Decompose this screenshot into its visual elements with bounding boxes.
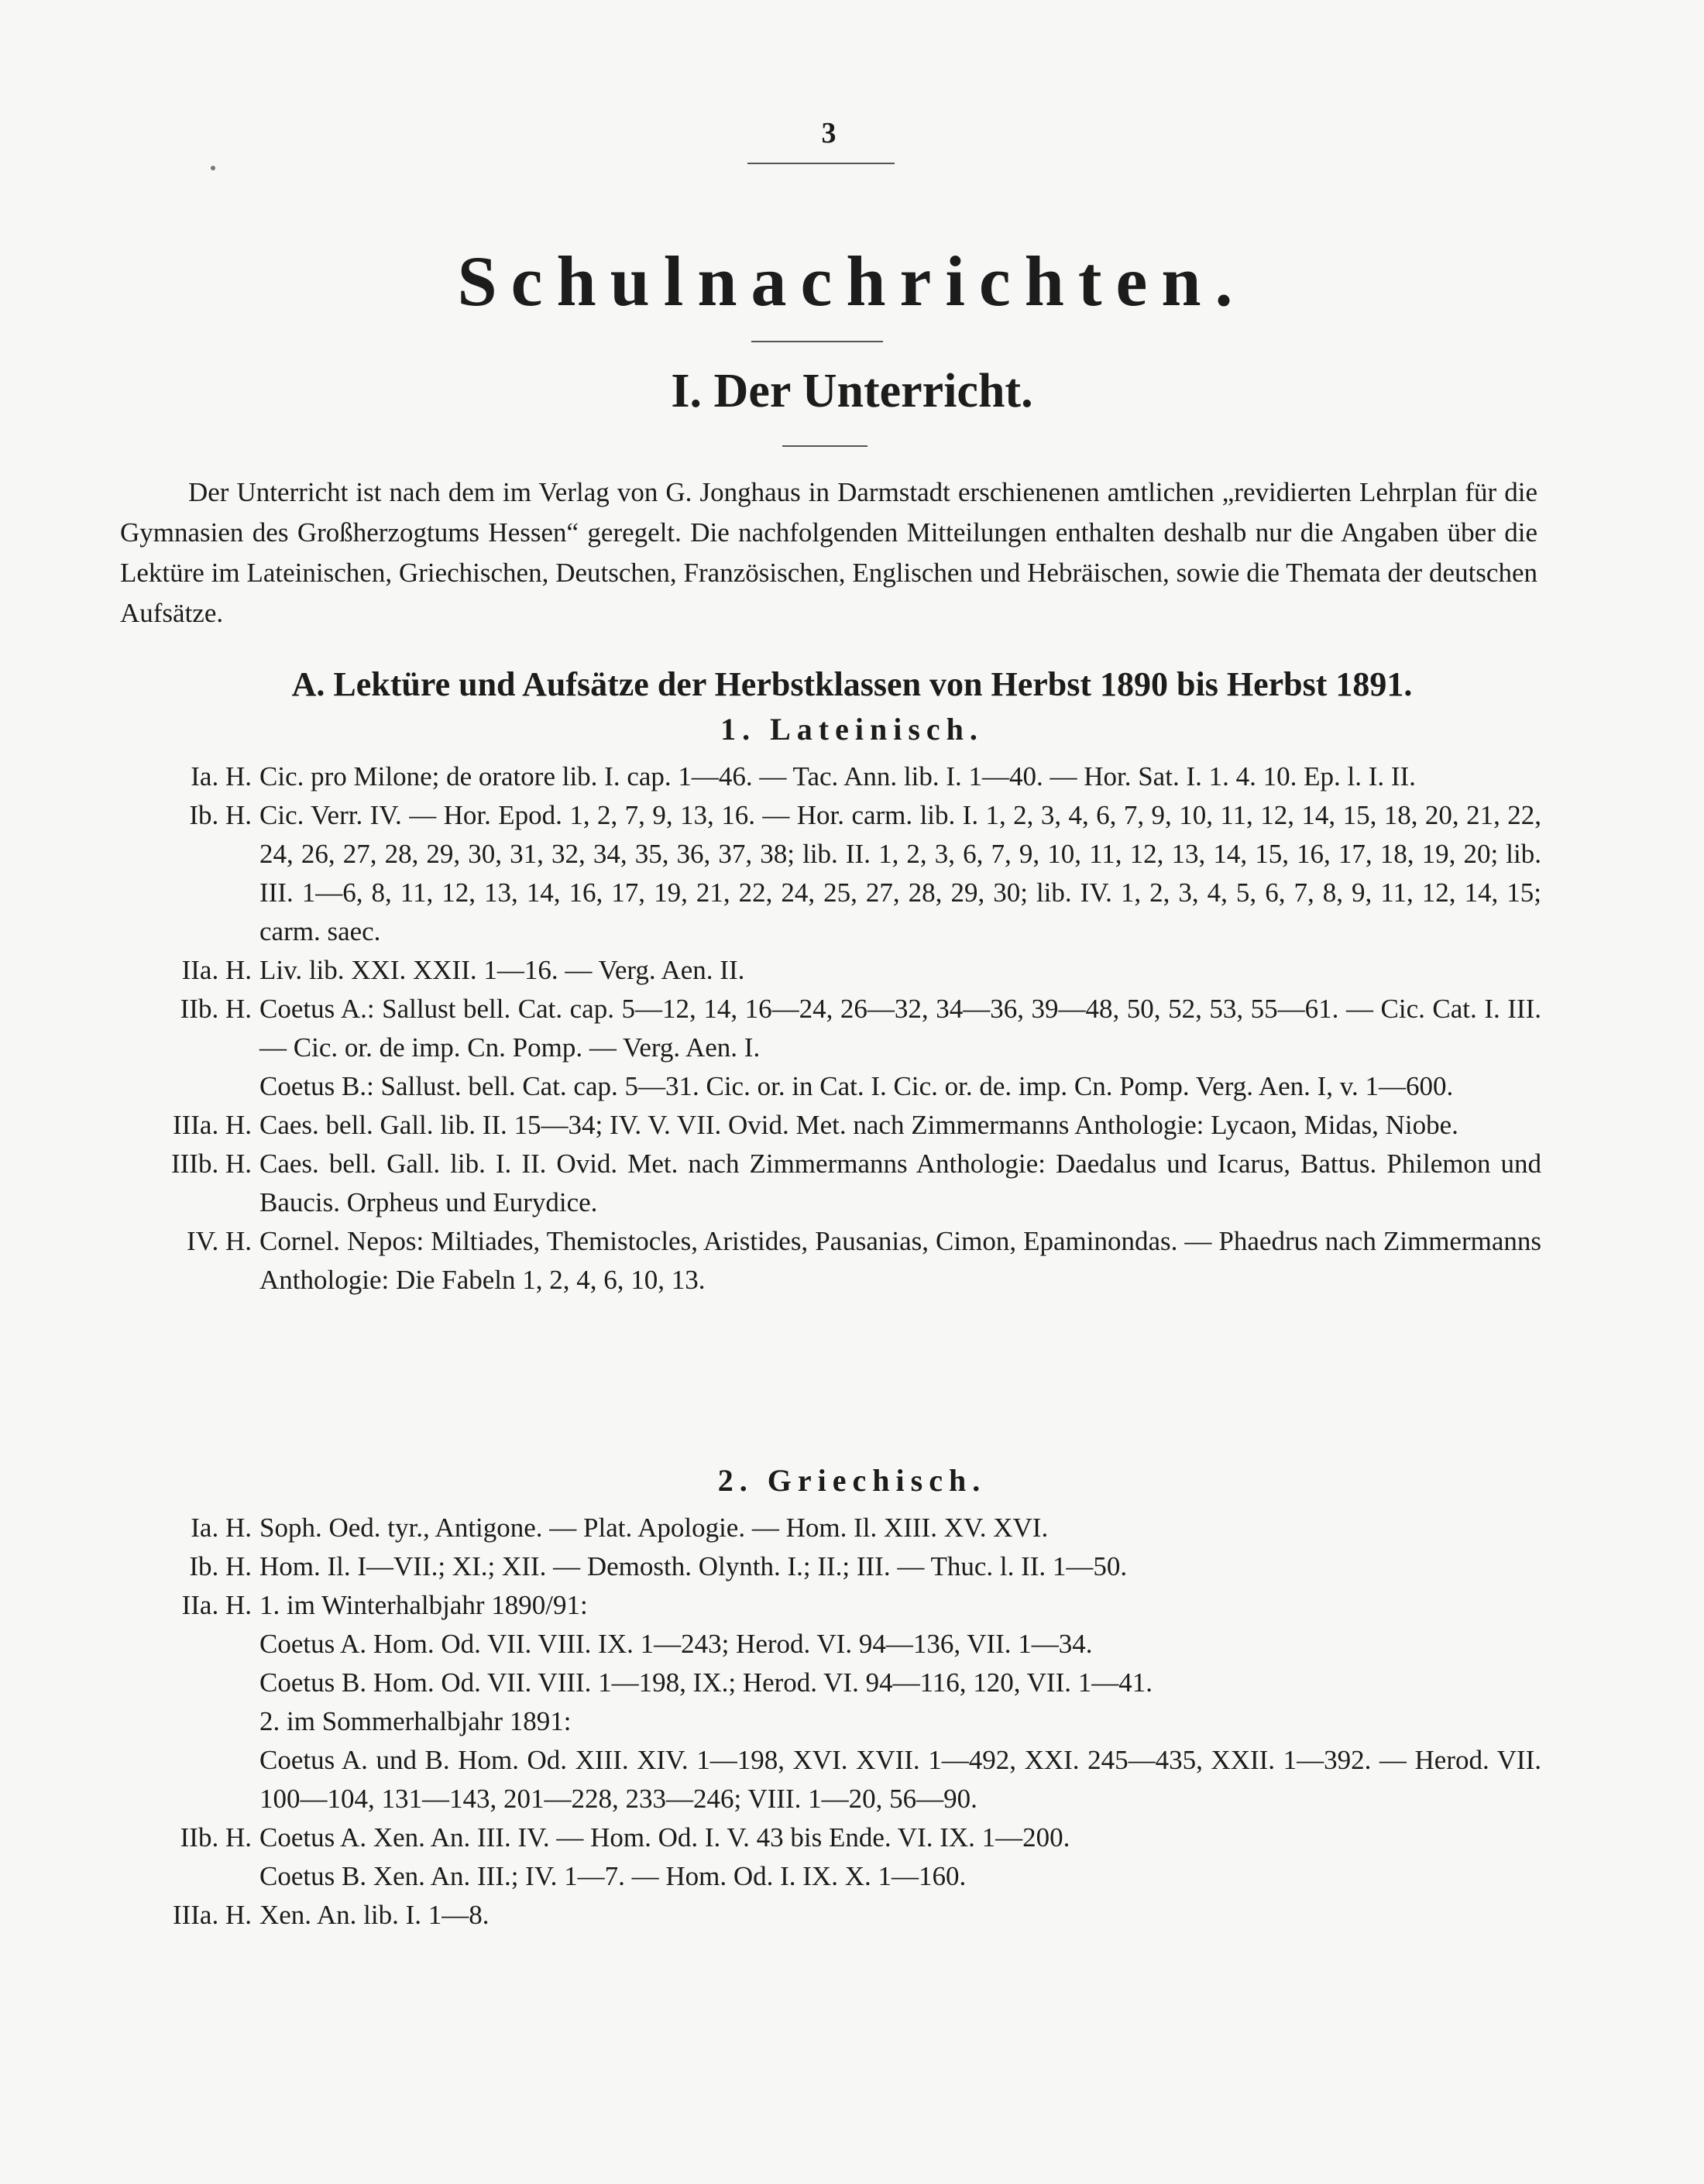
latin-list bbox=[0, 757, 1704, 1300]
greek-heading: 2. Griechisch. bbox=[717, 1463, 987, 1498]
list-item bbox=[0, 1145, 1704, 1222]
page-number: 3 bbox=[821, 117, 837, 149]
intro-paragraph bbox=[120, 472, 1537, 634]
entry-text: Coetus A. Hom. Od. VII. VIII. IX. 1—243; Herod. VI. 94—136, VII. 1—34. bbox=[259, 1629, 1093, 1659]
list-item bbox=[0, 1509, 1704, 1547]
intro-text: Der Unterricht ist nach dem im Verlag von G. Jonghaus in Darmstadt erschienenen amtlichen „revidierten Lehrplan für die Gymnasien des Großherzogtums Hessen“ geregelt. Die nachfolgenden Mitteilungen enthalten deshalb nur die Angaben über die Lektüre im Lateinischen, Griechischen, Deutschen, Französischen, Englischen und Hebräischen, sowie die Themata der deutschen Aufsätze. bbox=[120, 477, 1537, 628]
entry-text: 2. im Sommerhalbjahr 1891: bbox=[259, 1706, 572, 1736]
class-label: Ia. H. bbox=[191, 1513, 252, 1543]
list-item bbox=[0, 951, 1704, 990]
class-label: Ia. H. bbox=[191, 761, 252, 792]
list-item bbox=[0, 1106, 1704, 1145]
entry-text: Hom. Il. I—VII.; XI.; XII. — Demosth. Olynth. I.; II.; III. — Thuc. l. II. 1—50. bbox=[259, 1551, 1128, 1581]
list-item bbox=[0, 1547, 1704, 1586]
subtitle-rule bbox=[782, 445, 867, 447]
class-label: Ib. H. bbox=[189, 800, 252, 830]
class-label: IIa. H. bbox=[181, 1590, 252, 1620]
latin-heading: 1. Lateinisch. bbox=[720, 712, 984, 747]
entry-text: 1. im Winterhalbjahr 1890/91: bbox=[259, 1590, 588, 1620]
page-number-rule bbox=[747, 163, 895, 164]
class-label: IIIb. H. bbox=[171, 1149, 252, 1179]
entry-text: Caes. bell. Gall. lib. I. II. Ovid. Met. nach Zimmermanns Anthologie: Daedalus und Icarus, Battus. Philemon und Baucis. Orpheus und Eurydice. bbox=[259, 1149, 1541, 1217]
entry-text: Coetus A.: Sallust bell. Cat. cap. 5—12, 14, 16—24, 26—32, 34—36, 39—48, 50, 52, 53, 55—61. — Cic. Cat. I. III. — Cic. or. de imp. Cn. Pomp. — Verg. Aen. I. bbox=[259, 994, 1541, 1063]
entry-text: Coetus B.: Sallust. bell. Cat. cap. 5—31. Cic. or. in Cat. I. Cic. or. de. imp. Cn. Pomp. Verg. Aen. I, v. 1—600. bbox=[259, 1071, 1454, 1101]
scan-speck bbox=[211, 166, 215, 170]
list-item bbox=[0, 1586, 1704, 1818]
list-item bbox=[0, 1896, 1704, 1935]
class-label: IIIa. H. bbox=[172, 1900, 252, 1930]
list-item bbox=[0, 796, 1704, 951]
section-title: I. Der Unterricht. bbox=[671, 365, 1033, 417]
class-label: IIb. H. bbox=[180, 1822, 252, 1853]
section-a-heading: A. Lektüre und Aufsätze der Herbstklassen von Herbst 1890 bis Herbst 1891. bbox=[291, 665, 1413, 703]
class-label: IIa. H. bbox=[181, 955, 252, 985]
entry-text: Coetus B. Xen. An. III.; IV. 1—7. — Hom. Od. I. IX. X. 1—160. bbox=[259, 1861, 967, 1891]
entry-text: Coetus A. Xen. An. III. IV. — Hom. Od. I. V. 43 bis Ende. VI. IX. 1—200. bbox=[259, 1822, 1070, 1853]
class-label: IIIa. H. bbox=[172, 1110, 252, 1140]
entry-text: Coetus B. Hom. Od. VII. VIII. 1—198, IX.; Herod. VI. 94—116, 120, VII. 1—41. bbox=[259, 1667, 1153, 1698]
list-item bbox=[0, 1222, 1704, 1300]
list-item bbox=[0, 990, 1704, 1106]
entry-text: Soph. Oed. tyr., Antigone. — Plat. Apologie. — Hom. Il. XIII. XV. XVI. bbox=[259, 1513, 1049, 1543]
list-item bbox=[0, 1818, 1704, 1896]
class-label: IIb. H. bbox=[180, 994, 252, 1024]
class-label: IV. H. bbox=[187, 1226, 252, 1256]
page-title: Schulnachrichten. bbox=[457, 242, 1247, 321]
list-item bbox=[0, 757, 1704, 796]
entry-text: Caes. bell. Gall. lib. II. 15—34; IV. V. VII. Ovid. Met. nach Zimmermanns Anthologie: Lycaon, Midas, Niobe. bbox=[259, 1110, 1458, 1140]
entry-text: Xen. An. lib. I. 1—8. bbox=[259, 1900, 490, 1930]
entry-text: Cic. pro Milone; de oratore lib. I. cap. 1—46. — Tac. Ann. lib. I. 1—40. — Hor. Sat. I. 1. 4. 10. Ep. l. I. II. bbox=[259, 761, 1416, 792]
class-label: Ib. H. bbox=[189, 1551, 252, 1581]
greek-list bbox=[0, 1509, 1704, 1935]
title-rule bbox=[751, 341, 883, 342]
entry-text: Coetus A. und B. Hom. Od. XIII. XIV. 1—198, XVI. XVII. 1—492, XXI. 245—435, XXII. 1—392. — Herod. VII. 100—104, 131—143, 201—228, 233—246; VIII. 1—20, 56—90. bbox=[259, 1745, 1541, 1814]
entry-text: Liv. lib. XXI. XXII. 1—16. — Verg. Aen. II. bbox=[259, 955, 745, 985]
entry-text: Cic. Verr. IV. — Hor. Epod. 1, 2, 7, 9, 13, 16. — Hor. carm. lib. I. 1, 2, 3, 4, 6, 7, 9, 10, 11, 12, 14, 15, 18, 20, 21, 22, 24, 26, 27, 28, 29, 30, 31, 32, 34, 35, 36, 37, 38; lib. II. 1, 2, 3, 6, 7, 9, 10, 11, 12, 13, 14, 15, 16, 17, 18, 19, 20; lib. III. 1—6, 8, 11, 12, 13, 14, 16, 17, 19, 21, 22, 24, 25, 27, 28, 29, 30; lib. IV. 1, 2, 3, 4, 5, 6, 7, 8, 9, 11, 12, 14, 15; carm. saec. bbox=[259, 800, 1541, 946]
entry-text: Cornel. Nepos: Miltiades, Themistocles, Aristides, Pausanias, Cimon, Epaminondas. — Phaedrus nach Zimmermanns Anthologie: Die Fabeln 1, 2, 4, 6, 10, 13. bbox=[259, 1226, 1541, 1295]
